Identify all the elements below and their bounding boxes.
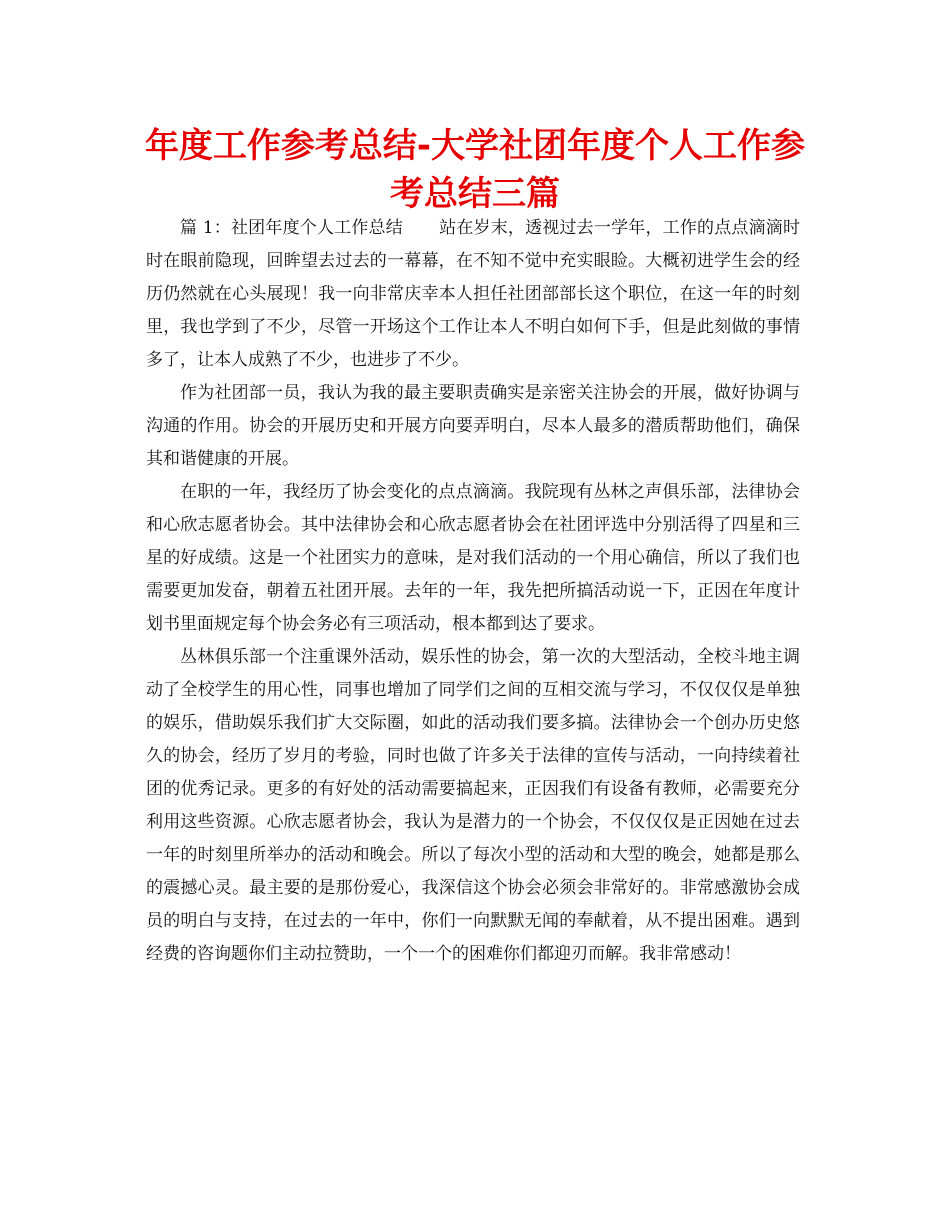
document-title: 年度工作参考总结-大学社团年度个人工作参考总结三篇	[144, 126, 806, 214]
paragraph-1-text: 站在岁末，透视过去一学年，工作的点点滴滴时时在眼前隐现，回眸望去过去的一幕幕，在不知不觉中充实眼睑。大概初进学生会的经历仍然就在心头展现！我一向非常庆幸本人担任社团部部长这个职位，在这一年的时刻里，我也学到了不少，尽管一开场这个工作让本人不明白如何下手，但是此刻做的事情多了，让本人成熟了不少，也进步了不少。	[146, 218, 800, 370]
paragraph-1	[146, 212, 800, 377]
paragraph-2: 作为社团部一员，我认为我的最主要职责确实是亲密关注协会的开展，做好协调与沟通的作用。协会的开展历史和开展方向要弄明白，尽本人最多的潜质帮助他们，确保其和谐健康的开展。	[146, 383, 800, 469]
section-heading: 篇 1：社团年度个人工作总结	[180, 218, 403, 238]
paragraph-3: 在职的一年，我经历了协会变化的点点滴滴。我院现有丛林之声俱乐部，法律协会和心欣志愿者协会。其中法律协会和心欣志愿者协会在社团评选中分别活得了四星和三星的好成绩。这是一个社团实力的意味，是对我们活动的一个用心确信，所以了我们也需要更加发奋，朝着五社团开展。去年的一年，我先把所搞活动说一下，正因在年度计划书里面规定每个协会务必有三项活动，根本都到达了要求。	[146, 482, 800, 634]
paragraph-4: 丛林俱乐部一个注重课外活动，娱乐性的协会，第一次的大型活动，全校斗地主调动了全校学生的用心性，同事也增加了同学们之间的互相交流与学习，不仅仅仅是单独的娱乐，借助娱乐我们扩大交际圈，如此的活动我们要多搞。法律协会一个创办历史悠久的协会，经历了岁月的考验，同时也做了许多关于法律的宣传与活动，一向持续着社团的优秀记录。更多的有好处的活动需要搞起来，正因我们有设备有教师，必需要充分利用这些资源。心欣志愿者协会，我认为是潜力的一个协会，不仅仅仅是正因她在过去一年的时刻里所举办的活动和晚会。所以了每次小型的活动和大型的晚会，她都是那么的震撼心灵。最主要的是那份爱心，我深信这个协会必须会非常好的。非常感激协会成员的明白与支持，在过去的一年中，你们一向默默无闻的奉献着，从不提出困难。遇到经费的咨询题你们主动拉赞助，一个一个的困难你们都迎刃而解。我非常感动！	[146, 647, 800, 964]
document-body	[146, 212, 800, 971]
